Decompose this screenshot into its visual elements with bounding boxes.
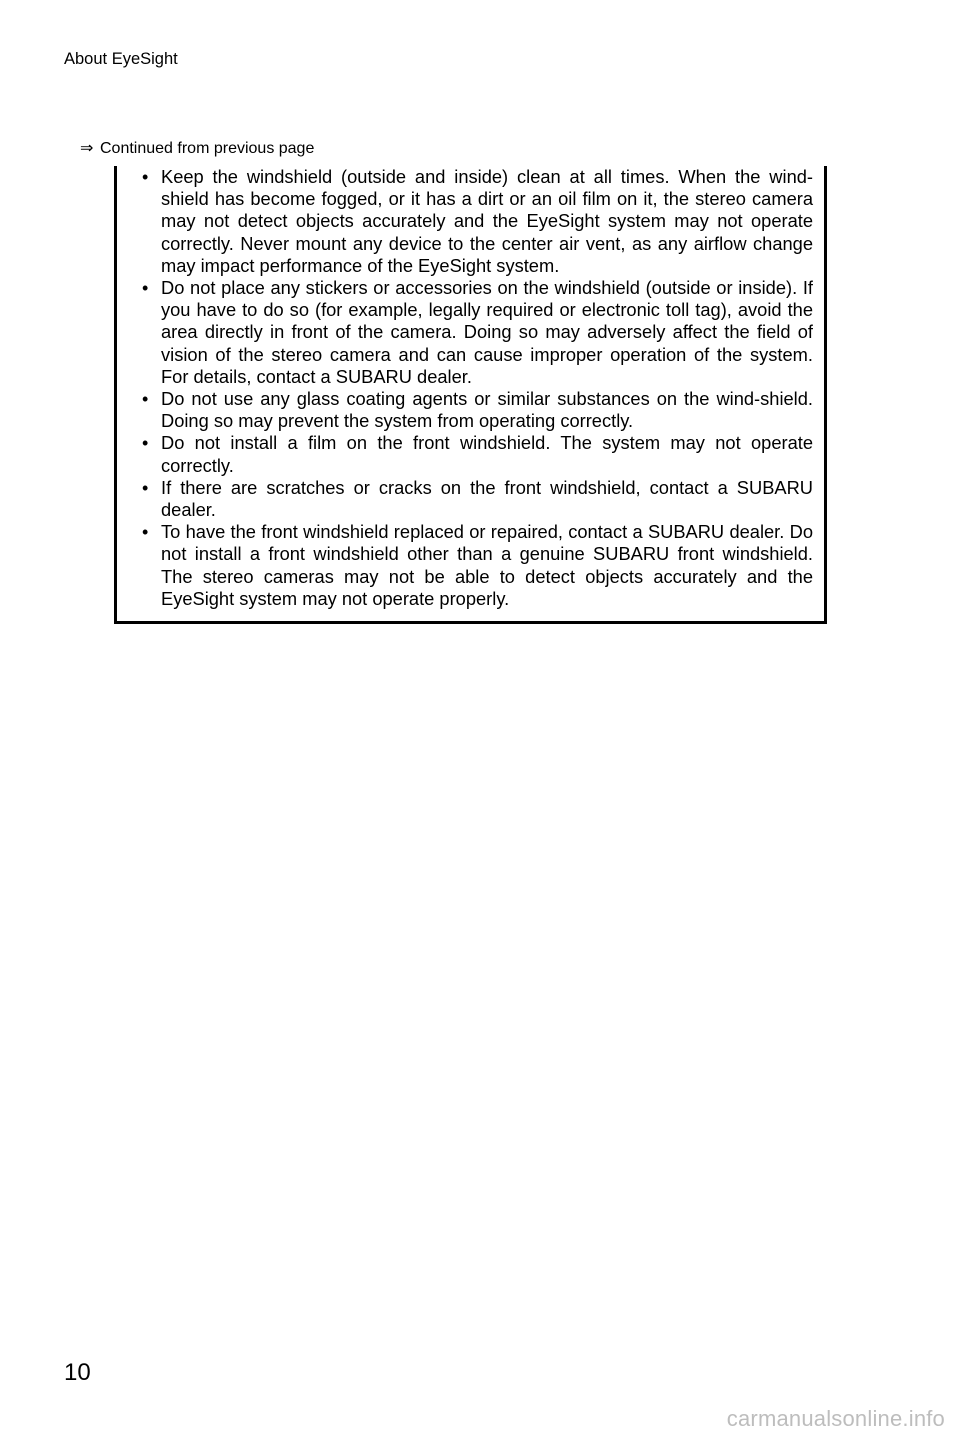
list-item-text: If there are scratches or cracks on the front windshield, contact a SUBARU dealer. <box>161 476 813 521</box>
bullet-icon: • <box>142 167 149 187</box>
list-item <box>139 277 813 388</box>
continued-note <box>80 139 314 159</box>
caution-box <box>114 166 827 624</box>
list-item-text: To have the front windshield replaced or repaired, contact a SUBARU dealer. Do not install a front windshield other than a genuine SUBARU front windshield. The stereo cameras may not be able to detect objects accurately and the EyeSight system may not operate properly. <box>161 521 813 609</box>
list-item-text: Do not use any glass coating agents or similar substances on the wind-shield. Doing so may prevent the system from operating correctly. <box>161 388 813 432</box>
watermark: carmanualsonline.info <box>726 1406 945 1431</box>
right-double-arrow-icon: ⇒ <box>80 140 94 157</box>
page-number: 10 <box>64 1359 91 1386</box>
bullet-icon: • <box>142 522 149 543</box>
caution-bullet-list <box>139 166 813 610</box>
bullet-icon: • <box>142 278 149 299</box>
bullet-icon: • <box>142 389 149 410</box>
running-header: About EyeSight <box>64 50 178 68</box>
list-item <box>139 166 813 277</box>
bullet-icon: • <box>142 477 149 498</box>
list-item <box>139 477 813 521</box>
list-item <box>139 521 813 610</box>
list-item <box>139 432 813 476</box>
list-item-text: Keep the windshield (outside and inside) clean at all times. When the wind-shield has become fogged, or it has a dirt or an oil film on it, the stereo camera may not detect objects accurately and the EyeSight system may not operate correctly. Never mount any device to the center air vent, as any airflow change may impact performance of the EyeSight system. <box>161 166 813 276</box>
continued-note-text: Continued from previous page <box>100 140 315 157</box>
list-item-text: Do not place any stickers or accessories on the windshield (outside or inside). If you have to do so (for example, legally required or electronic toll tag), avoid the area directly in front of the camera. Doing so may adversely affect the field of vision of the stereo camera and can cause improper operation of the system. For details, contact a SUBARU dealer. <box>161 277 813 387</box>
list-item <box>139 388 813 432</box>
list-item-text: Do not install a film on the front windshield. The system may not operate correctly. <box>161 432 813 476</box>
bullet-icon: • <box>142 433 149 454</box>
